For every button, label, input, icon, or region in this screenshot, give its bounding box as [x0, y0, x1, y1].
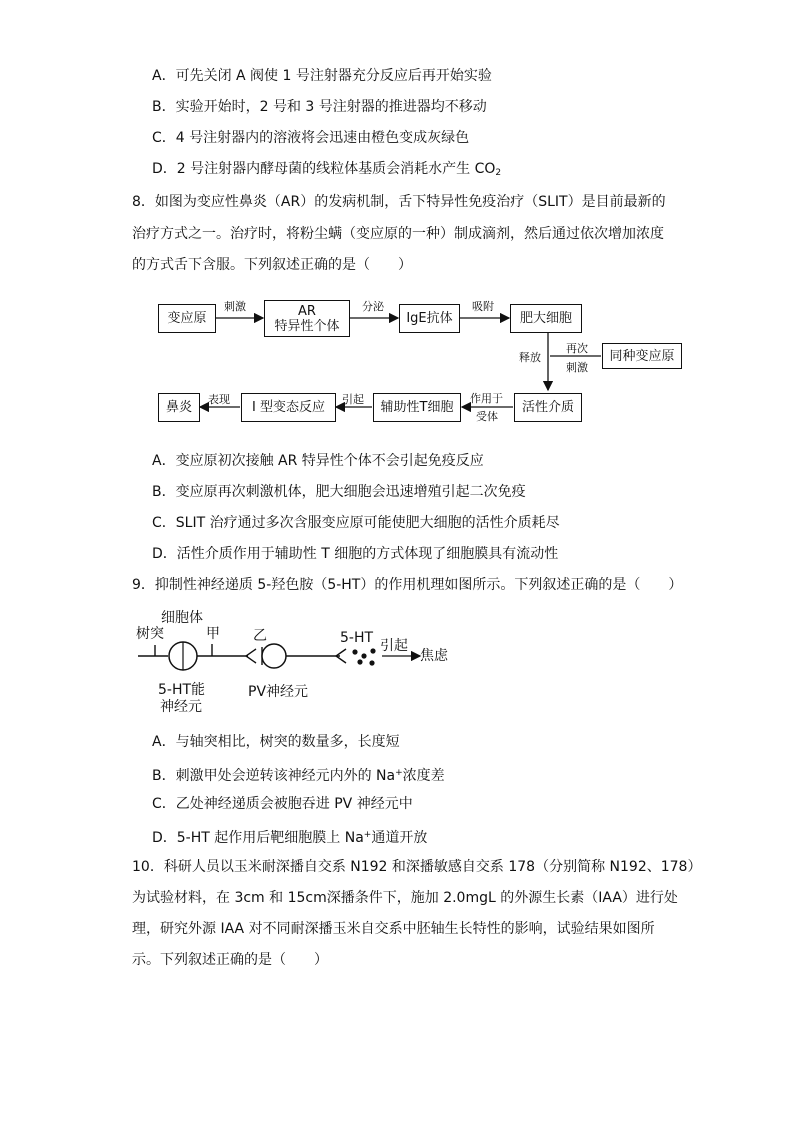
q9-option-b: B．刺激甲处会逆转该神经元内外的 Na+浓度差 [152, 768, 445, 784]
q8-stem-line-1: 8．如图为变应性鼻炎（AR）的发病机制，舌下特异性免疫治疗（SLIT）是目前最新的 [132, 194, 666, 210]
vesicle [369, 660, 374, 665]
q9-option-a: A．与轴突相比，树突的数量多，长度短 [152, 734, 400, 750]
q10-stem-line-3: 理，研究外源 IAA 对不同耐深播玉米自交系中胚轴生长特性的影响，试验结果如图所 [132, 921, 655, 937]
box-mast-cell: 肥大细胞 [510, 304, 582, 333]
q8-option-a: A．变应原初次接触 AR 特异性个体不会引起免疫反应 [152, 453, 484, 469]
q10-stem-line-2: 为试验材料，在 3cm 和 15cm深播条件下，施加 2.0mgL 的外源生长素（IAA）进行处 [132, 890, 678, 906]
vesicle [352, 649, 357, 654]
label-pv-neuron: PV神经元 [248, 684, 309, 700]
box-allergen: 变应原 [158, 304, 216, 333]
label-again-1: 再次 [566, 342, 588, 355]
q10-stem-line-1: 10．科研人员以玉米耐深播自交系 N192 和深播敏感自交系 178（分别简称 N192、178） [132, 859, 702, 875]
vesicle [370, 648, 375, 653]
label-5ht: 5-HT [340, 630, 374, 646]
vesicle [357, 659, 362, 664]
vesicle [361, 653, 366, 658]
q9-option-d: D．5-HT 起作用后靶细胞膜上 Na+通道开放 [152, 830, 428, 846]
box-type1-reaction: Ⅰ 型变态反应 [241, 393, 336, 422]
label-cause: 引起 [342, 393, 364, 406]
label-neuron-1: 5-HT能 [158, 682, 206, 698]
label-jia: 甲 [206, 626, 220, 642]
q7-option-b: B．实验开始时，2 号和 3 号注射器的推进器均不移动 [152, 99, 487, 115]
box-helper-t-cell: 辅助性T细胞 [373, 393, 461, 422]
label-stimulate: 刺激 [224, 300, 246, 313]
label-act-on-1: 作用于 [470, 392, 503, 405]
q8-option-b: B．变应原再次刺激机体，肥大细胞会迅速增殖引起二次免疫 [152, 484, 526, 500]
label-yi: 乙 [253, 628, 267, 644]
box-ige: IgE抗体 [399, 304, 460, 333]
box-ar-line1: AR [298, 303, 316, 319]
label-cell-body: 细胞体 [161, 610, 203, 626]
box-rhinitis: 鼻炎 [158, 393, 200, 422]
q9-stem: 9．抑制性神经递质 5-羟色胺（5-HT）的作用机理如图所示。下列叙述正确的是（ ） [132, 577, 683, 593]
q7-option-c: C．4 号注射器内的溶液将会迅速由橙色变成灰绿色 [152, 130, 470, 146]
q8-option-c: C．SLIT 治疗通过多次含服变应原可能使肥大细胞的活性介质耗尽 [152, 515, 560, 531]
q8-stem-line-3: 的方式舌下含服。下列叙述正确的是（ ） [132, 257, 412, 273]
label-again-2: 刺激 [566, 361, 588, 374]
label-neuron-2: 神经元 [160, 699, 202, 715]
box-same-allergen: 同种变应原 [602, 343, 682, 369]
label-manifest: 表现 [208, 393, 230, 406]
q10-stem-line-4: 示。下列叙述正确的是（ ） [132, 952, 328, 968]
q7-option-a: A．可先关闭 A 阀使 1 号注射器充分反应后再开始实验 [152, 68, 492, 84]
label-cause: 引起 [380, 638, 408, 654]
label-act-on-2: 受体 [476, 410, 498, 423]
label-adsorb: 吸附 [472, 300, 494, 313]
q8-option-d: D．活性介质作用于辅助性 T 细胞的方式体现了细胞膜具有流动性 [152, 546, 559, 562]
label-anxiety: 焦虑 [420, 648, 448, 664]
label-secrete: 分泌 [362, 300, 384, 313]
soma-circle-2 [262, 644, 286, 668]
label-release: 释放 [519, 351, 541, 364]
box-active-mediator: 活性介质 [514, 393, 582, 422]
q8-stem-line-2: 治疗方式之一。治疗时，将粉尘螨（变应原的一种）制成滴剂，然后通过依次增加浓度 [132, 226, 664, 242]
q9-option-c: C．乙处神经递质会被胞吞进 PV 神经元中 [152, 796, 413, 812]
box-ar-line2: 特异性个体 [274, 318, 340, 334]
label-dendrite: 树突 [136, 626, 164, 642]
q7-option-d: D．2 号注射器内酵母菌的线粒体基质会消耗水产生 $CO_2$ [152, 161, 502, 178]
